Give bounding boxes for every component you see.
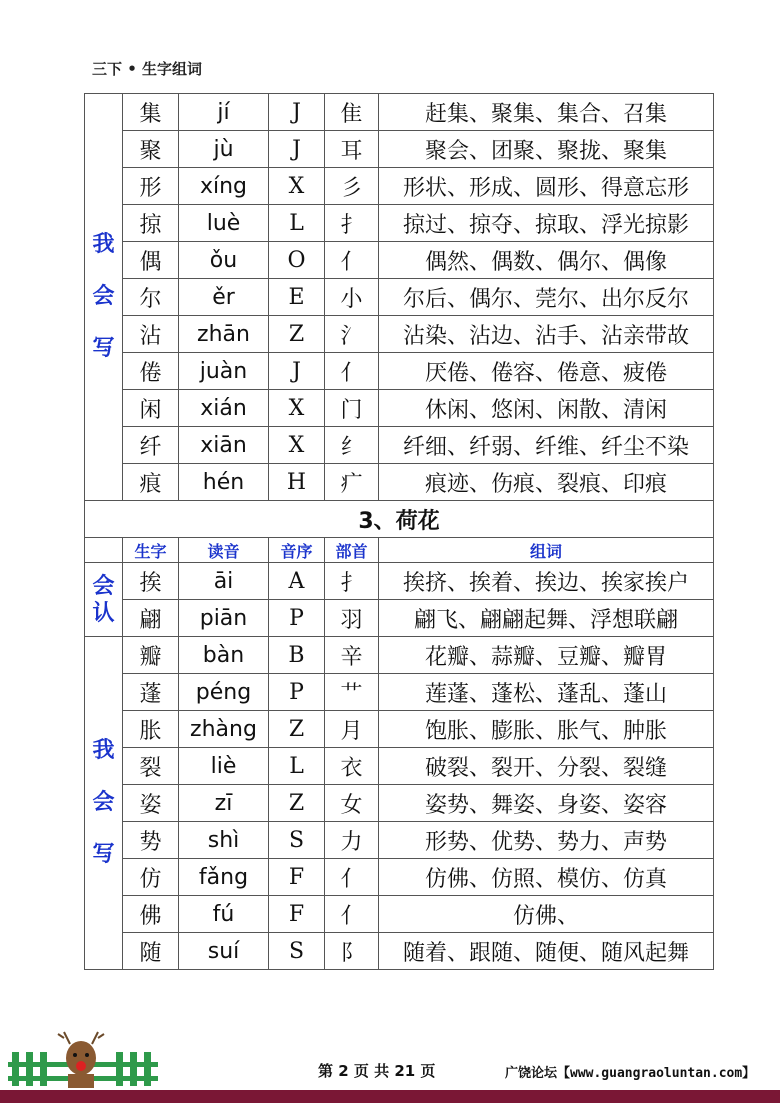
cell-char: 势: [123, 822, 179, 859]
cell-pinyin: bàn: [179, 637, 269, 674]
cell-pinyin: luè: [179, 205, 269, 242]
cell-order: Z: [269, 785, 325, 822]
column-header-radical: 部首: [325, 538, 379, 563]
cell-char: 挨: [123, 563, 179, 600]
table-row: [85, 859, 714, 896]
cell-pinyin: hén: [179, 464, 269, 501]
cell-pinyin: juàn: [179, 353, 269, 390]
cell-order: Z: [269, 316, 325, 353]
cell-pinyin: ěr: [179, 279, 269, 316]
table-row: [85, 464, 714, 501]
cell-pinyin: ǒu: [179, 242, 269, 279]
section-label-char: 认: [92, 600, 115, 626]
cell-words: 随着、跟随、随便、随风起舞: [379, 933, 714, 970]
table-row: [85, 748, 714, 785]
cell-char: 倦: [123, 353, 179, 390]
column-header-words: 组词: [379, 538, 714, 563]
cell-words: 休闲、悠闲、闲散、清闲: [379, 390, 714, 427]
cell-order: J: [269, 94, 325, 131]
column-header-row: [85, 538, 714, 563]
section-label: [85, 563, 123, 637]
cell-pinyin: jí: [179, 94, 269, 131]
table-row: [85, 563, 714, 600]
cell-order: O: [269, 242, 325, 279]
cell-radical: 衣: [325, 748, 379, 785]
cell-order: X: [269, 390, 325, 427]
cell-pinyin: péng: [179, 674, 269, 711]
page-header: 三下 • 生字组词: [92, 60, 203, 78]
cell-words: 莲蓬、蓬松、蓬乱、蓬山: [379, 674, 714, 711]
cell-radical: 疒: [325, 464, 379, 501]
lesson-title: 3、荷花: [85, 501, 714, 538]
lesson-title-row: [85, 501, 714, 538]
cell-char: 尔: [123, 279, 179, 316]
table-row: [85, 279, 714, 316]
table-row: [85, 390, 714, 427]
cell-radical: 力: [325, 822, 379, 859]
cell-words: 形状、形成、圆形、得意忘形: [379, 168, 714, 205]
cell-order: Z: [269, 711, 325, 748]
cell-char: 瓣: [123, 637, 179, 674]
cell-char: 纤: [123, 427, 179, 464]
section-label-char: 我: [92, 232, 115, 257]
page-number: 第 2 页 共 21 页: [318, 1062, 436, 1080]
cell-order: S: [269, 933, 325, 970]
cell-radical: 扌: [325, 205, 379, 242]
page-footer: [0, 1060, 780, 1103]
cell-radical: 门: [325, 390, 379, 427]
cell-order: F: [269, 859, 325, 896]
column-header-order: 音序: [269, 538, 325, 563]
cell-words: 偶然、偶数、偶尔、偶像: [379, 242, 714, 279]
cell-words: 沾染、沾边、沾手、沾亲带故: [379, 316, 714, 353]
cell-char: 偶: [123, 242, 179, 279]
cell-char: 闲: [123, 390, 179, 427]
cell-char: 佛: [123, 896, 179, 933]
cell-char: 裂: [123, 748, 179, 785]
cell-order: X: [269, 168, 325, 205]
cell-pinyin: fǎng: [179, 859, 269, 896]
cell-char: 痕: [123, 464, 179, 501]
cell-radical: 羽: [325, 600, 379, 637]
cell-char: 沾: [123, 316, 179, 353]
section-label-char: 会: [92, 573, 115, 599]
section-label-char: 我: [92, 738, 115, 763]
section-label-char: 写: [92, 842, 115, 867]
table-row: [85, 131, 714, 168]
table-row: [85, 427, 714, 464]
cell-radical: 亻: [325, 353, 379, 390]
cell-pinyin: piān: [179, 600, 269, 637]
cell-words: 仿佛、: [379, 896, 714, 933]
column-header-pinyin: 读音: [179, 538, 269, 563]
cell-char: 翩: [123, 600, 179, 637]
cell-words: 破裂、裂开、分裂、裂缝: [379, 748, 714, 785]
cell-order: J: [269, 131, 325, 168]
table-row: [85, 600, 714, 637]
cell-radical: 亻: [325, 859, 379, 896]
table-row: [85, 168, 714, 205]
cell-radical: 氵: [325, 316, 379, 353]
table-row: [85, 637, 714, 674]
cell-radical: 亻: [325, 896, 379, 933]
cell-words: 掠过、掠夺、掠取、浮光掠影: [379, 205, 714, 242]
cell-radical: 小: [325, 279, 379, 316]
cell-order: P: [269, 600, 325, 637]
cell-char: 随: [123, 933, 179, 970]
cell-words: 尔后、偶尔、莞尔、出尔反尔: [379, 279, 714, 316]
cell-radical: 亻: [325, 242, 379, 279]
cell-words: 赶集、聚集、集合、召集: [379, 94, 714, 131]
cell-order: H: [269, 464, 325, 501]
cell-radical: 辛: [325, 637, 379, 674]
cell-pinyin: zī: [179, 785, 269, 822]
section-label-char: 会: [92, 790, 115, 815]
table-row: [85, 711, 714, 748]
column-header-char: 生字: [123, 538, 179, 563]
cell-pinyin: āi: [179, 563, 269, 600]
cell-words: 纤细、纤弱、纤维、纤尘不染: [379, 427, 714, 464]
cell-radical: 隹: [325, 94, 379, 131]
cell-words: 痕迹、伤痕、裂痕、印痕: [379, 464, 714, 501]
table-row: [85, 205, 714, 242]
cell-words: 饱胀、膨胀、胀气、肿胀: [379, 711, 714, 748]
section-label: [85, 94, 123, 501]
cell-pinyin: fú: [179, 896, 269, 933]
cell-order: B: [269, 637, 325, 674]
cell-pinyin: liè: [179, 748, 269, 785]
cell-char: 聚: [123, 131, 179, 168]
table-row: [85, 316, 714, 353]
cell-pinyin: xiān: [179, 427, 269, 464]
column-header-empty: [85, 538, 123, 563]
cell-words: 仿佛、仿照、模仿、仿真: [379, 859, 714, 896]
cell-order: J: [269, 353, 325, 390]
cell-char: 蓬: [123, 674, 179, 711]
cell-radical: 扌: [325, 563, 379, 600]
cell-radical: 月: [325, 711, 379, 748]
cell-pinyin: xíng: [179, 168, 269, 205]
section-label-char: 写: [92, 336, 115, 361]
cell-radical: 纟: [325, 427, 379, 464]
cell-radical: 女: [325, 785, 379, 822]
cell-char: 集: [123, 94, 179, 131]
table-row: [85, 785, 714, 822]
cell-radical: 阝: [325, 933, 379, 970]
table-row: [85, 674, 714, 711]
cell-order: A: [269, 563, 325, 600]
table-row: [85, 933, 714, 970]
cell-words: 聚会、团聚、聚拢、聚集: [379, 131, 714, 168]
cell-pinyin: shì: [179, 822, 269, 859]
cell-radical: 彡: [325, 168, 379, 205]
table-row: [85, 94, 714, 131]
cell-radical: 艹: [325, 674, 379, 711]
cell-order: E: [269, 279, 325, 316]
cell-pinyin: zhān: [179, 316, 269, 353]
cell-pinyin: suí: [179, 933, 269, 970]
cell-order: L: [269, 748, 325, 785]
cell-order: P: [269, 674, 325, 711]
cell-char: 胀: [123, 711, 179, 748]
site-link[interactable]: 广饶论坛【www.guangraoluntan.com】: [505, 1066, 756, 1081]
cell-pinyin: zhàng: [179, 711, 269, 748]
cell-words: 挨挤、挨着、挨边、挨家挨户: [379, 563, 714, 600]
cell-char: 掠: [123, 205, 179, 242]
cell-words: 姿势、舞姿、身姿、姿容: [379, 785, 714, 822]
cell-radical: 耳: [325, 131, 379, 168]
cell-char: 姿: [123, 785, 179, 822]
section-label-char: 会: [92, 284, 115, 309]
table-row: [85, 896, 714, 933]
cell-order: L: [269, 205, 325, 242]
cell-order: S: [269, 822, 325, 859]
section-label: [85, 637, 123, 970]
cell-words: 花瓣、蒜瓣、豆瓣、瓣胃: [379, 637, 714, 674]
cell-order: F: [269, 896, 325, 933]
cell-char: 仿: [123, 859, 179, 896]
cell-words: 翩飞、翩翩起舞、浮想联翩: [379, 600, 714, 637]
cell-pinyin: jù: [179, 131, 269, 168]
cell-words: 形势、优势、势力、声势: [379, 822, 714, 859]
footer-bar: [0, 1090, 780, 1103]
cell-order: X: [269, 427, 325, 464]
cell-pinyin: xián: [179, 390, 269, 427]
vocab-table: [84, 93, 714, 970]
table-row: [85, 822, 714, 859]
table-row: [85, 353, 714, 390]
cell-char: 形: [123, 168, 179, 205]
table-row: [85, 242, 714, 279]
cell-words: 厌倦、倦容、倦意、疲倦: [379, 353, 714, 390]
